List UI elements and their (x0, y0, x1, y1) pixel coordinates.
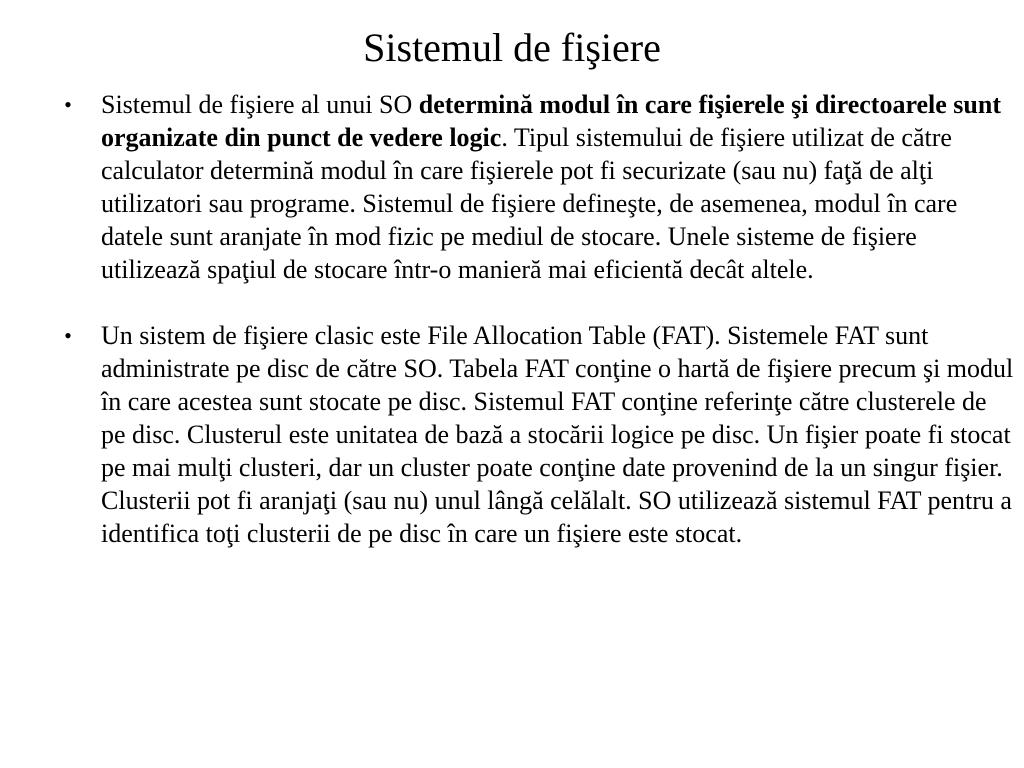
bullet-dot-icon: • (64, 323, 72, 348)
bullet-list (0, 88, 1024, 550)
slide-title: Sistemul de fişiere (363, 25, 661, 70)
bullet-text-emphasis: determină modul în care fişierele şi directoarele sunt organizate din punct de vedere logic (101, 90, 1002, 152)
bullet-item-fat-description (0, 319, 1024, 550)
bullet-text: Un sistem de fişiere clasic este File Allocation Table (FAT). Sistemele FAT sunt administrate pe disc de către SO. Tabela FAT conţine o hartă de fişiere precum şi modul în care acestea sunt stocate pe disc. Sistemul FAT conţine referinţe către clusterele de pe disc. Clusterul este unitatea de bază a stocării logice pe disc. Un fişier poate fi stocat pe mai mulţi clusteri, dar un cluster poate conţine date provenind de la un singur fişier. Clusterii pot fi aranjaţi (sau nu) unul lângă celălalt. SO utilizează sistemul FAT pentru a identifica toţi clusterii de pe disc în care un fişiere este stocat. (101, 321, 1014, 548)
bullet-item-file-system-definition (0, 88, 1024, 286)
bullet-text-intro: Sistemul de fişiere al unui SO (101, 90, 419, 119)
bullet-dot-icon: • (64, 92, 72, 117)
bullet-text-rest: . Tipul sistemului de fişiere utilizat de către calculator determină modul în care fişierele pot fi securizate (sau nu) faţă de alţi utilizatori sau programe. Sistemul de fişiere defineşte, de asemenea, modul în care datele sunt aranjate în mod fizic pe mediul de stocare. Unele sisteme de fişiere utilizează spaţiul de stocare într-o manieră mai eficientă decât altele. (101, 123, 958, 284)
